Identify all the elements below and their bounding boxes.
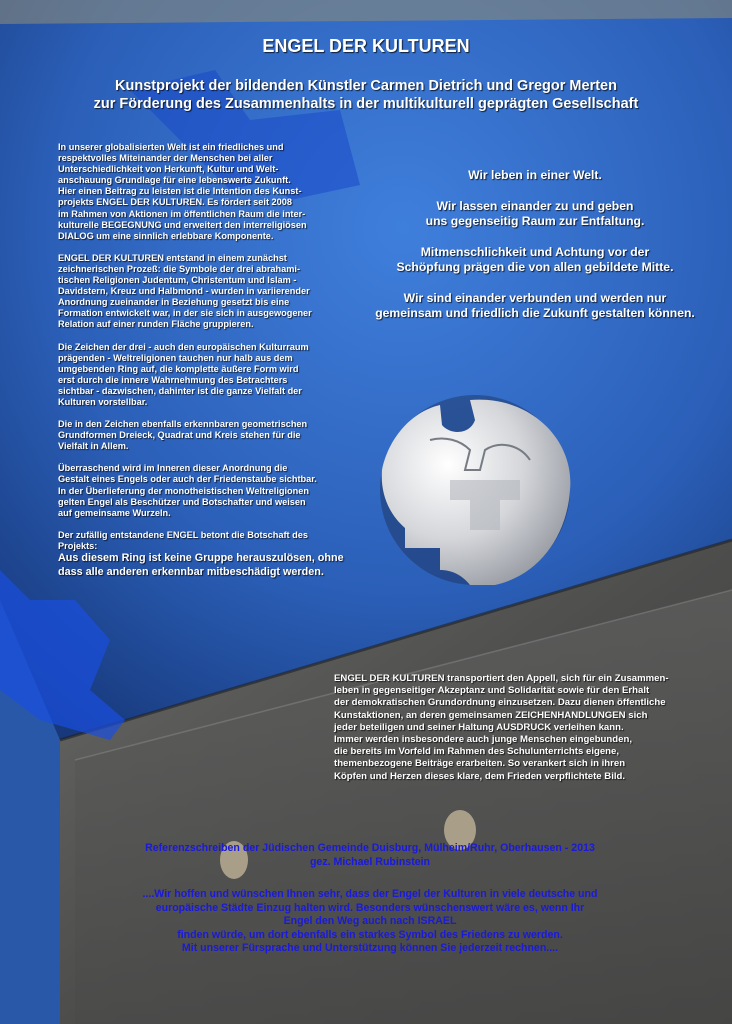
paragraph-angel: Überraschend wird im Inneren dieser Anordnung die Gestalt eines Engels oder auch der Friedenstaube sichtbar. In der Überlieferung der monotheistischen Weltreligionen gelten Engel als Beschützer und Botschafter und weisen auf gemeinsame Wurzeln.: [58, 463, 317, 518]
reference-header: Referenzschreiben der Jüdischen Gemeinde Duisburg, Mülheim/Ruhr, Oberhausen - 2013 gez. Michael Rubinstein: [145, 842, 595, 868]
reference-quote: ....Wir hoffen und wünschen Ihnen sehr, dass der Engel der Kulturen in viele deutsche und europäische Städte Einzug halten wird. Besonders wünschenswert wäre es, wenn Ihr Engel den Weg auch nach ISRAEL finden würde, um dort ebenfalls ein starkes Symbol des Friedens zu werden. Mit unserer Fürsprache und Unterstützung können Sie jederzeit rechnen....: [142, 888, 598, 955]
appeal-paragraph: ENGEL DER KULTUREN transportiert den Appell, sich für ein Zusammen- leben in gegenseitiger Akzeptanz und Solidarität sowie für den Erhalt der demokratischen Grundordnung einzusetzen. Dazu dienen öffentliche Kunstaktionen, an deren gemeinsamen ZEICHENHANDLUNGEN sich jeder beteiligen und seiner Haltung AUSDRUCK verleihen kann. Immer werden insbesondere auch junge Menschen eingebunden, die bereits im Vorfeld im Rahmen des Schulunterrichts eigene, themenbezogene Beiträge erarbeiten. So verankert sich in ihren Köpfen und Herzen dieses klare, dem Frieden verpflichtete Bild.: [334, 673, 669, 782]
subtitle-line: zur Förderung des Zusammenhalts in der multikulturell geprägten Gesellschaft: [93, 96, 639, 112]
motto-line: Mitmenschlichkeit und Achtung vor der Schöpfung prägen die von allen gebildete Mitte.: [396, 244, 674, 274]
subtitle-line: Kunstprojekt der bildenden Künstler Carmen Dietrich und Gregor Merten: [115, 78, 617, 94]
project-description: [58, 142, 346, 579]
motto-line: Wir lassen einander zu und geben uns gegenseitig Raum zur Entfaltung.: [425, 198, 645, 228]
paragraph-origin: ENGEL DER KULTUREN entstand in einem zunächst zeichnerischen Prozeß: die Symbole der drei abrahami- tischen Religionen Judentum, Christentum und Islam - Davidstern, Kreuz und Halbmond - wurden in variierender Anordnung zueinander in Beziehung gesetzt bis eine Formation entwickelt war, in der sie sich in ausgewogener Relation auf einer runden Fläche gruppieren.: [58, 252, 312, 330]
motto-block: [350, 168, 720, 337]
paragraph-intro: In unserer globalisierten Welt ist ein friedliches und respektvolles Miteinander der Menschen bei aller Unterschiedlichkeit von Herkunft, Kultur und Welt- anschauung Grundlage für eine lebenswerte Zukunft. Hier einen Beitrag zu leisten ist die Intention des Kunst- projekts ENGEL DER KULTUREN. Es fördert seit 2008 im Rahmen von Aktionen im öffentlichen Raum die inter- kulturelle BEGEGNUNG und erweitert den interreligiösen DIALOG um eine sinnlich erlebbare Komponente.: [58, 142, 307, 241]
subtitle: [20, 77, 712, 113]
angel-sculpture-icon: [380, 395, 570, 585]
paragraph-signs: Die Zeichen der drei - auch den europäischen Kulturraum prägenden - Weltreligionen tauchen nur halb aus dem umgebenden Ring auf, die komplette äußere Form wird erst durch die innere Wahrnehmung des Betrachters sichtbar - dazwischen, dahinter ist die ganze Vielfalt der Kulturen vorstellbar.: [58, 341, 309, 407]
paragraph-message: Der zufällig entstandene ENGEL betont die Botschaft des Projekts:: [58, 529, 308, 551]
paragraph-geometry: Die in den Zeichen ebenfalls erkennbaren geometrischen Grundformen Dreieck, Quadrat und Kreis stehen für die Vielfalt in Allem.: [58, 419, 308, 452]
motto-line: Wir leben in einer Welt.: [468, 168, 602, 182]
motto-line: Wir sind einander verbunden und werden nur gemeinsam und friedlich die Zukunft gestalten können.: [375, 290, 695, 320]
page-title: ENGEL DER KULTUREN: [262, 36, 470, 56]
paragraph-ring-statement: Aus diesem Ring ist keine Gruppe herauszulösen, ohne dass alle anderen erkennbar mitbeschädigt werden.: [58, 552, 344, 578]
